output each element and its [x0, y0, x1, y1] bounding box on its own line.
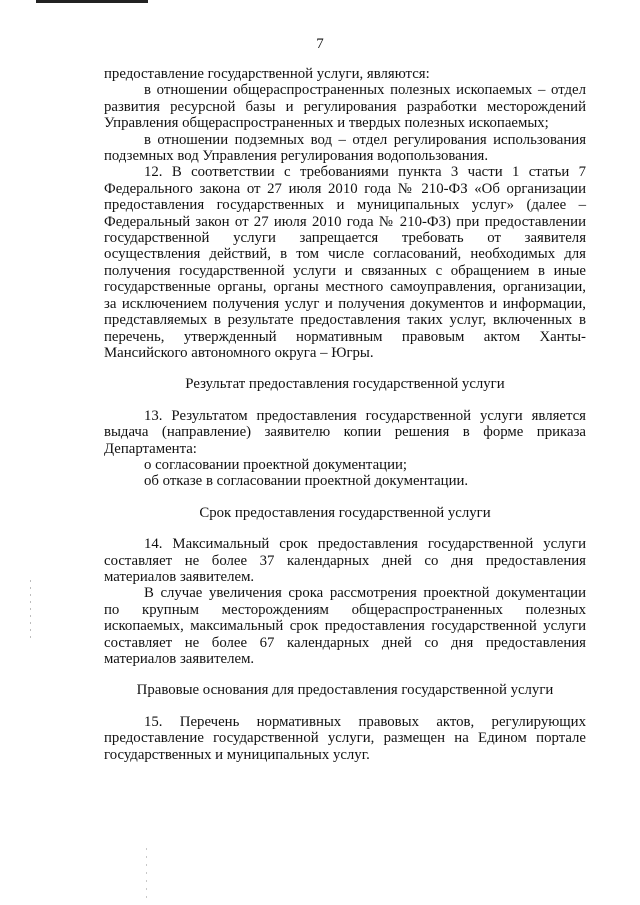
top-rule-line: [36, 0, 148, 3]
document-body: [104, 66, 586, 763]
paragraph-common-minerals-dept: в отношении общераспространенных полезных ископаемых – отдел развития ресурсной базы и регулирования разработки месторождений Управления общераспространенных и твердых полезных ископаемых;: [104, 82, 586, 132]
section-heading-legal-basis: Правовые основания для предоставления государственной услуги: [136, 682, 554, 699]
paragraph-continuation: предоставление государственной услуги, являются:: [104, 66, 430, 82]
paragraph-12: 12. В соответствии с требованиями пункта 3 части 1 статьи 7 Федерального закона от 27 июля 2010 года № 210-ФЗ «Об организации предоставления государственных и муниципальных услуг» (далее – Федеральный закон от 27 июля 2010 года № 210-ФЗ) при предоставлении государственной услуги запрещается требовать от заявителя осуществления действий, в том числе согласований, необходимых для получения государственной услуги и связанных с обращением в иные государственные органы, органы местного самоуправления, организации, за исключением получения услуг и получения документов и информации, представляемых в результате предоставления таких услуг, включенных в перечень, утвержденный нормативным правовым актом Ханты-Мансийского автономного округа – Югры.: [104, 164, 586, 361]
paragraph-15: 15. Перечень нормативных правовых актов, регулирующих предоставление государственной услуги, размещен на Едином портале государственных и муниципальных услуг.: [104, 713, 586, 763]
section-heading-term: Срок предоставления государственной услуги: [199, 504, 491, 521]
page-number: 7: [316, 36, 324, 52]
scan-artifact-left: [30, 580, 31, 640]
paragraph-groundwater-dept: в отношении подземных вод – отдел регулирования использования подземных вод Управления регулирования водопользования.: [104, 131, 586, 165]
paragraph-14: 14. Максимальный срок предоставления государственной услуги составляет не более 37 календарных дней со дня предоставления материалов заявителем.: [104, 536, 586, 585]
list-item-approval: о согласовании проектной документации;: [144, 456, 408, 473]
scan-artifact-bottom: [146, 848, 147, 903]
list-item-refusal: об отказе в согласовании проектной документации.: [144, 473, 469, 490]
section-heading-result: Результат предоставления государственной услуги: [185, 376, 505, 393]
paragraph-13: 13. Результатом предоставления государственной услуги является выдача (направление) заявителю копии решения в форме приказа Департамента:: [104, 407, 586, 457]
paragraph-14-extension: В случае увеличения срока рассмотрения проектной документации по крупным месторождениям общераспространенных полезных ископаемых, максимальный срок предоставления государственной услуги составляет не более 67 календарных дней со дня предоставления материалов заявителем.: [104, 585, 586, 667]
